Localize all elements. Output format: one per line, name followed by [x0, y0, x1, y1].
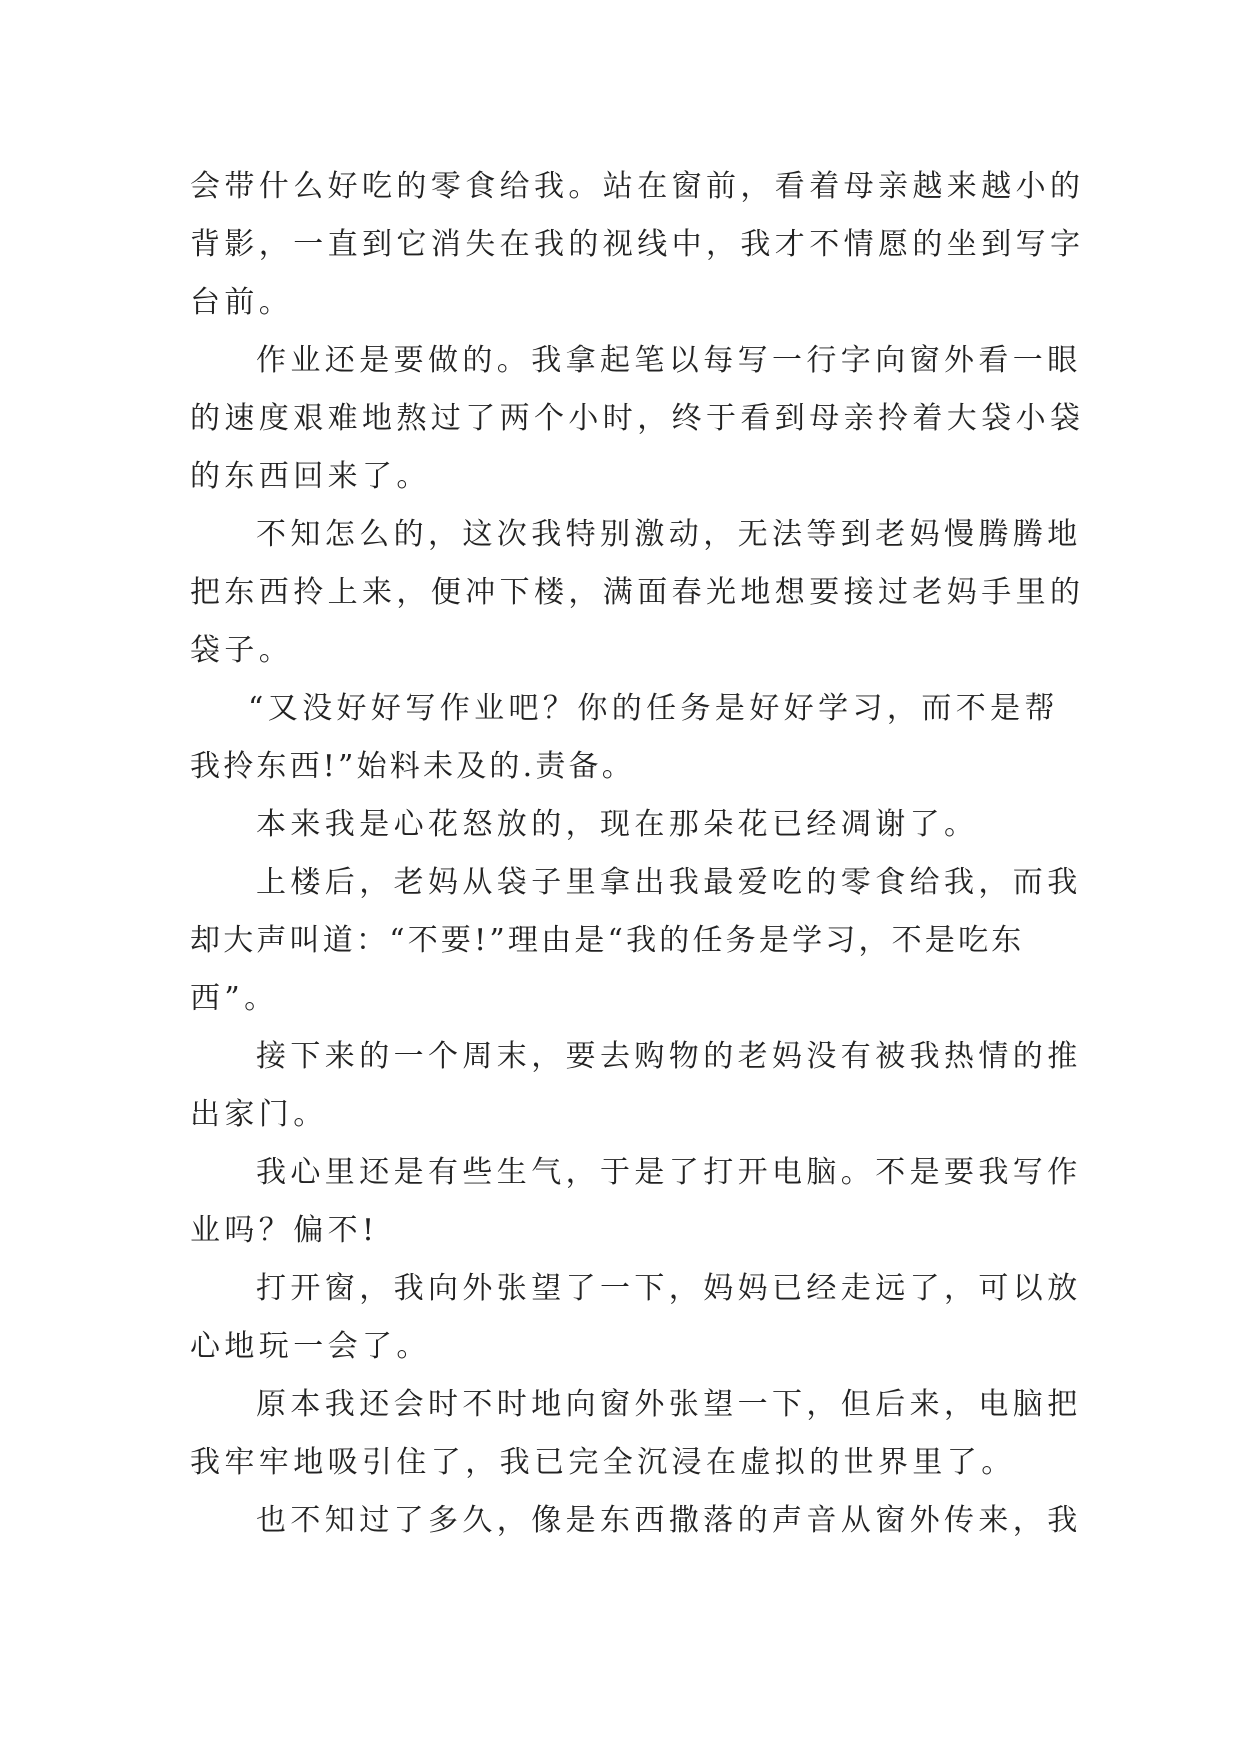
text-line: 心地玩一会了。 [190, 1329, 431, 1364]
text-line: 不知怎么的，这次我特别激动，无法等到老妈慢腾腾地 [256, 517, 1082, 552]
text-line: 我牢牢地吸引住了，我已完全沉浸在虚拟的世界里了。 [190, 1445, 1016, 1480]
text-line: 本来我是心花怒放的，现在那朵花已经凋谢了。 [256, 807, 979, 842]
text-line: 接下来的一个周末，要去购物的老妈没有被我热情的推 [256, 1039, 1082, 1074]
text-line: 把东西拎上来，便冲下楼，满面春光地想要接过老妈手里的 [190, 575, 1085, 610]
text-line: 出家门。 [190, 1097, 328, 1132]
text-line: 打开窗，我向外张望了一下，妈妈已经走远了，可以放 [256, 1271, 1082, 1306]
text-line: 作业还是要做的。我拿起笔以每写一行字向窗外看一眼 [256, 343, 1082, 378]
text-line: 上楼后，老妈从袋子里拿出我最爱吃的零食给我，而我 [256, 865, 1082, 900]
text-line: 我拎东西!”始料未及的.责备。 [190, 749, 635, 784]
text-line: 西”。 [190, 981, 279, 1016]
text-line: 的东西回来了。 [190, 459, 431, 494]
body-text [190, 158, 1085, 1550]
text-line: 的速度艰难地熬过了两个小时，终于看到母亲拎着大袋小袋 [190, 401, 1085, 436]
text-line: 也不知过了多久，像是东西撒落的声音从窗外传来，我 [256, 1503, 1082, 1538]
text-line: 原本我还会时不时地向窗外张望一下，但后来，电脑把 [256, 1387, 1082, 1422]
text-line: 却大声叫道：“不要!”理由是“我的任务是学习，不是吃东 [190, 923, 1025, 958]
text-line: 业吗？偏不! [190, 1213, 379, 1248]
text-line: “又没好好写作业吧？你的任务是好好学习，而不是帮 [248, 691, 1059, 726]
text-line: 台前。 [190, 285, 294, 320]
text-line: 袋子。 [190, 633, 294, 668]
text-line: 会带什么好吃的零食给我。站在窗前，看着母亲越来越小的 [190, 169, 1085, 204]
text-line: 背影，一直到它消失在我的视线中，我才不情愿的坐到写字 [190, 227, 1085, 262]
text-line: 我心里还是有些生气，于是了打开电脑。不是要我写作 [256, 1155, 1082, 1190]
